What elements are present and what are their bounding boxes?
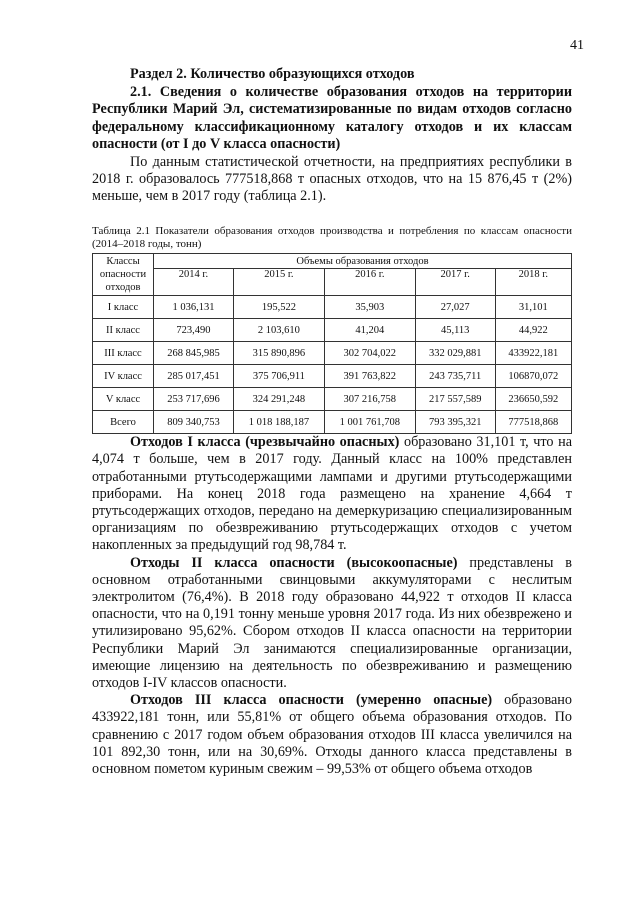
row-label: IV класс xyxy=(93,365,154,388)
table-cell: 324 291,248 xyxy=(233,388,324,411)
table-year-header: 2014 г. xyxy=(154,269,234,296)
table-cell: 106870,072 xyxy=(495,365,571,388)
row-label: I класс xyxy=(93,296,154,319)
paragraph-text: образовано 31,101 т, что на 4,074 т больше, чем в 2017 году. Данный класс на 100% представлен отработанными ртутьсодержащими лампами и другими ртутьсодержащими приборами. На конец 2018 года размещено на хранение 4,664 т ртутьсодержащих отходов, передано на демеркуризацию специализированным организациям по обезвреживанию ртутьсодержащих отходов с учетом накопленных за предыдущий год 98,784 т. xyxy=(92,434,572,554)
table-year-header: 2018 г. xyxy=(495,269,571,296)
subsection-title: 2.1. Сведения о количестве образования отходов на территории Республики Марий Эл, систематизированные по видам отходов согласно федеральному классификационному каталогу отходов и их классам опасности (от I до V класса опасности) xyxy=(92,83,572,152)
table-cell: 285 017,451 xyxy=(154,365,234,388)
table-cell: 45,113 xyxy=(415,319,495,342)
table-cell: 809 340,753 xyxy=(154,411,234,434)
page-number: 41 xyxy=(570,38,584,53)
table-caption: Таблица 2.1 Показатели образования отходов производства и потребления по классам опасности (2014–2018 годы, тонн) xyxy=(92,225,572,251)
paragraph-class-1 xyxy=(92,434,572,554)
waste-table xyxy=(92,253,572,434)
row-label: III класс xyxy=(93,342,154,365)
table-cell: 243 735,711 xyxy=(415,365,495,388)
table-years-row xyxy=(93,269,572,296)
table-year-header: 2016 г. xyxy=(324,269,415,296)
row-label: Всего xyxy=(93,411,154,434)
table-cell: 375 706,911 xyxy=(233,365,324,388)
row-label: II класс xyxy=(93,319,154,342)
table-cell: 723,490 xyxy=(154,319,234,342)
table-cell: 268 845,985 xyxy=(154,342,234,365)
table-cell: 236650,592 xyxy=(495,388,571,411)
table-cell: 302 704,022 xyxy=(324,342,415,365)
table-row xyxy=(93,319,572,342)
table-cell: 793 395,321 xyxy=(415,411,495,434)
paragraph-lead: Отходов III класса опасности (умеренно опасные) xyxy=(130,692,493,709)
paragraph-class-2 xyxy=(92,555,572,693)
paragraph-text: представлены в основном отработанными свинцовыми аккумуляторами с неслитым электролитом (76,4%). В 2018 году образовано 44,922 т отходов II класса опасности, что на 0,191 тонну меньше уровня 2017 года. Из них обезврежено и утилизировано 95,62%. Сбором отходов II класса опасности на территории Республики Марий Эл занимаются специализированные организации, имеющие лицензию на деятельность по обезвреживанию и размещению отходов I-IV классов опасности. xyxy=(92,554,572,691)
table-cell: 315 890,896 xyxy=(233,342,324,365)
table-row xyxy=(93,365,572,388)
table-year-header: 2015 г. xyxy=(233,269,324,296)
paragraph-lead: Отходов I класса (чрезвычайно опасных) xyxy=(130,434,400,451)
table-cell: 1 036,131 xyxy=(154,296,234,319)
table-header-row xyxy=(93,254,572,269)
table-cell: 391 763,822 xyxy=(324,365,415,388)
row-label: V класс xyxy=(93,388,154,411)
section-title: Раздел 2. Количество образующихся отходов xyxy=(130,66,415,82)
table-row xyxy=(93,342,572,365)
table-cell: 27,027 xyxy=(415,296,495,319)
table-cell: 1 001 761,708 xyxy=(324,411,415,434)
table-cell: 35,903 xyxy=(324,296,415,319)
table-group-header: Объемы образования отходов xyxy=(154,254,572,269)
table-cell: 217 557,589 xyxy=(415,388,495,411)
table-cell: 2 103,610 xyxy=(233,319,324,342)
intro-paragraph: По данным статистической отчетности, на предприятиях республики в 2018 г. образовалось 777518,868 т опасных отходов, что на 15 876,45 т (2%) меньше, чем в 2017 году (таблица 2.1). xyxy=(92,153,572,204)
paragraph-lead: Отходы II класса опасности (высокоопасные) xyxy=(130,554,458,571)
table-cell: 195,522 xyxy=(233,296,324,319)
table-cell: 1 018 188,187 xyxy=(233,411,324,434)
table-cell: 31,101 xyxy=(495,296,571,319)
table-cell: 44,922 xyxy=(495,319,571,342)
table-cell: 307 216,758 xyxy=(324,388,415,411)
table-cell: 332 029,881 xyxy=(415,342,495,365)
table-cell: 777518,868 xyxy=(495,411,571,434)
table-cell: 433922,181 xyxy=(495,342,571,365)
paragraph-class-3 xyxy=(92,692,572,778)
table-cell: 253 717,696 xyxy=(154,388,234,411)
table-row xyxy=(93,296,572,319)
paragraph-text: образовано 433922,181 тонн, или 55,81% от общего объема образования отходов. По сравнению с 2017 годом объем образования отходов III класса увеличился на 101 892,30 тонн, или на 30,69%. Отходы данного класса представлены в основном пометом куриным свежим – 99,53% от общего объема отходов xyxy=(92,692,572,777)
document-body xyxy=(92,66,572,778)
table-row-total xyxy=(93,411,572,434)
table-cell: 41,204 xyxy=(324,319,415,342)
table-row xyxy=(93,388,572,411)
table-year-header: 2017 г. xyxy=(415,269,495,296)
table-corner-header: Классы опасности отходов xyxy=(93,254,154,296)
